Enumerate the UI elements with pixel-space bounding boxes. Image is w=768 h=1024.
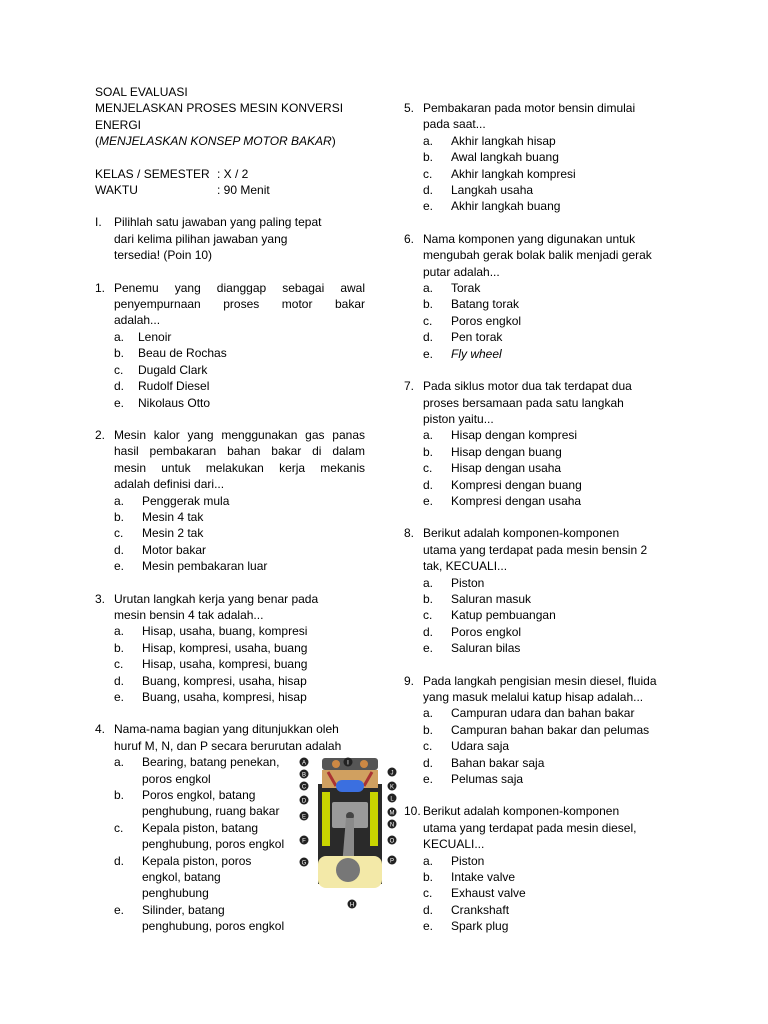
- option-b[interactable]: b. Poros engkol, batang penghubung, ruang bakar: [114, 788, 280, 819]
- figure-label-e: [300, 812, 309, 821]
- figure-label-i: [344, 758, 353, 767]
- option-a[interactable]: a. Campuran udara dan bahan bakar: [423, 706, 635, 721]
- title-line-1: SOAL EVALUASI: [95, 85, 188, 99]
- svg-text:B: B: [301, 772, 307, 779]
- svg-text:L: L: [390, 796, 394, 803]
- option-c[interactable]: c. Poros engkol: [423, 313, 522, 328]
- option-b[interactable]: b. Beau de Rochas: [114, 346, 227, 361]
- option-d[interactable]: d. Motor bakar: [114, 542, 207, 557]
- svg-text:O: O: [389, 838, 395, 845]
- svg-text:I: I: [347, 760, 349, 767]
- option-e[interactable]: e. Fly wheel: [423, 346, 502, 361]
- option-d[interactable]: d. Pen torak: [423, 330, 503, 345]
- option-b[interactable]: b. Mesin 4 tak: [114, 509, 204, 524]
- option-d[interactable]: d. Crankshaft: [423, 902, 510, 917]
- option-e[interactable]: e. Buang, usaha, kompresi, hisap: [114, 690, 307, 704]
- option-a[interactable]: a. Piston: [423, 575, 485, 590]
- figure-label-h: [348, 900, 357, 909]
- title-line-2: MENJELASKAN PROSES MESIN KONVERSI: [95, 101, 344, 116]
- cylinder-wall-right: [370, 792, 378, 846]
- question-10: 10. Berikut adalah komponen-komponen utama yang terdapat pada mesin diesel, KECUALI... a. Piston b. Intake valve c. Exhaust valve d. Crankshaft e. Spark plug: [404, 803, 676, 934]
- option-c[interactable]: c. Dugald Clark: [114, 362, 208, 377]
- question-1: 1. Penemu yang dianggap sebagai awal penyempurnaan proses motor bakar adalah... a. Lenoir b. Beau de Rochas c. Dugald Clark d. Rudolf Diesel e. Nikolaus Otto: [95, 280, 365, 410]
- option-d[interactable]: d. Poros engkol: [423, 624, 522, 639]
- camshaft-lobe-left: [332, 760, 340, 768]
- option-b[interactable]: b. Awal langkah buang: [423, 150, 559, 165]
- option-d[interactable]: d. Langkah usaha: [423, 183, 534, 198]
- option-d[interactable]: d. Rudolf Diesel: [114, 379, 210, 394]
- option-d[interactable]: d. Buang, kompresi, usaha, hisap: [114, 673, 307, 688]
- figure-label-c: [300, 782, 309, 791]
- option-e[interactable]: e. Pelumas saja: [423, 772, 524, 787]
- option-c[interactable]: c. Katup pembuangan: [423, 608, 556, 623]
- figure-label-a: [300, 758, 309, 767]
- svg-text:G: G: [301, 860, 307, 867]
- option-a[interactable]: a. Lenoir: [114, 329, 172, 344]
- option-c[interactable]: c. Mesin 2 tak: [114, 526, 204, 541]
- figure-label-f: [300, 836, 309, 845]
- right-column: [404, 100, 676, 935]
- crankshaft: [336, 858, 360, 882]
- option-e[interactable]: e. Silinder, batang penghubung, poros engkol: [114, 902, 285, 934]
- svg-text:E: E: [301, 814, 307, 821]
- option-a[interactable]: a. Akhir langkah hisap: [423, 133, 556, 148]
- option-b[interactable]: b. Hisap dengan buang: [423, 444, 562, 459]
- camshaft-lobe-right: [360, 760, 368, 768]
- section-instruction: I. Pilihlah satu jawaban yang paling tepat dari kelima pilihan jawaban yang tersedia! (Poin 10): [95, 215, 322, 263]
- option-a[interactable]: a. Hisap, usaha, buang, kompresi: [114, 624, 308, 639]
- option-d[interactable]: d. Kompresi dengan buang: [423, 477, 582, 492]
- option-c[interactable]: c. Hisap, usaha, kompresi, buang: [114, 657, 308, 672]
- figure-label-o: [388, 836, 397, 845]
- figure-label-k: [388, 782, 397, 791]
- question-9: 9. Pada langkah pengisian mesin diesel, fluida yang masuk melalui katup hisap adalah... a. Campuran udara dan bahan bakar b. Campuran bahan bakar dan pelumas c. Udara saja d. Bahan bakar saja e. Pelumas saja: [404, 673, 676, 788]
- svg-text:A: A: [301, 760, 307, 767]
- svg-text:M: M: [389, 810, 395, 817]
- option-e[interactable]: e. Mesin pembakaran luar: [114, 559, 268, 574]
- svg-text:J: J: [390, 770, 394, 777]
- option-b[interactable]: b. Hisap, kompresi, usaha, buang: [114, 640, 308, 655]
- option-c[interactable]: c. Hisap dengan usaha: [423, 461, 562, 476]
- title-line-3: ENERGI: [95, 117, 142, 132]
- option-a[interactable]: a. Torak: [423, 281, 481, 296]
- option-e[interactable]: e. Kompresi dengan usaha: [423, 493, 582, 508]
- option-c[interactable]: c. Exhaust valve: [423, 886, 526, 901]
- option-c[interactable]: c. Kepala piston, batang penghubung, poros engkol: [114, 820, 285, 852]
- figure-label-g: [300, 858, 309, 867]
- option-d[interactable]: d. Bahan bakar saja: [423, 755, 545, 770]
- waktu-row: WAKTU : 90 Menit: [95, 183, 270, 198]
- option-b[interactable]: b. Batang torak: [423, 297, 520, 312]
- engine-diagram: [292, 756, 404, 914]
- question-6: 6. Nama komponen yang digunakan untuk mengubah gerak bolak balik menjadi gerak putar adalah... a. Torak b. Batang torak c. Poros engkol d. Pen torak e. Fly wheel: [404, 231, 676, 362]
- figure-label-m: [388, 808, 397, 817]
- question-2: 2. Mesin kalor yang menggunakan gas panas hasil pembakaran bahan bakar di dalam mesin untuk melakukan kerja mekanis adalah definisi dari... a. Penggerak mula b. Mesin 4 tak c. Mesin 2 tak d. Motor bakar e. Mesin pembakaran luar: [95, 427, 365, 574]
- option-a[interactable]: a. Bearing, batang penekan, poros engkol: [114, 755, 280, 786]
- question-4: 4. Nama-nama bagian yang ditunjukkan oleh huruf M, N, dan P secara berurutan adalah a. Bearing, batang penekan, poros engkol b. Poros engkol, batang penghubung, ruang bakar c. Kepala piston, batang penghubung, poros engkol d. Kepala piston, poros engkol, batang penghubung e. Silinder, batang penghubung, poros engkol: [95, 721, 365, 934]
- option-a[interactable]: a. Piston: [423, 853, 485, 868]
- svg-text:H: H: [349, 902, 355, 909]
- figure-label-l: [388, 794, 397, 803]
- svg-text:N: N: [389, 822, 395, 829]
- option-e[interactable]: e. Akhir langkah buang: [423, 199, 561, 214]
- svg-text:F: F: [302, 838, 306, 845]
- combustion-chamber: [336, 780, 364, 792]
- question-8: 8. Berikut adalah komponen-komponen utama yang terdapat pada mesin bensin 2 tak, KECUALI... a. Piston b. Saluran masuk c. Katup pembuangan d. Poros engkol e. Saluran bilas: [404, 525, 676, 656]
- figure-label-j: [388, 768, 397, 777]
- option-b[interactable]: b. Campuran bahan bakar dan pelumas: [423, 722, 650, 737]
- cylinder-wall-left: [322, 792, 330, 846]
- svg-text:K: K: [389, 784, 395, 791]
- svg-text:C: C: [301, 784, 307, 791]
- option-d[interactable]: d. Kepala piston, poros engkol, batang penghubung: [114, 853, 252, 901]
- figure-label-p: [388, 856, 397, 865]
- option-e[interactable]: e. Nikolaus Otto: [114, 395, 211, 410]
- option-e[interactable]: e. Saluran bilas: [423, 641, 521, 656]
- option-a[interactable]: a. Hisap dengan kompresi: [423, 428, 578, 443]
- kelas-row: KELAS / SEMESTER : X / 2: [95, 166, 249, 181]
- question-7: 7. Pada siklus motor dua tak terdapat dua proses bersamaan pada satu langkah piston yaitu... a. Hisap dengan kompresi b. Hisap dengan buang c. Hisap dengan usaha d. Kompresi dengan buang e. Kompresi dengan usaha: [404, 378, 676, 509]
- figure-label-d: [300, 796, 309, 805]
- svg-text:P: P: [389, 858, 395, 865]
- svg-text:D: D: [301, 798, 307, 805]
- option-a[interactable]: a. Penggerak mula: [114, 493, 230, 508]
- figure-label-b: [300, 770, 309, 779]
- option-b[interactable]: b. Saluran masuk: [423, 591, 532, 606]
- subtitle: (MENJELASKAN KONSEP MOTOR BAKAR): [95, 134, 336, 149]
- option-c[interactable]: c. Akhir langkah kompresi: [423, 166, 576, 181]
- option-b[interactable]: b. Intake valve: [423, 870, 516, 885]
- question-5: 5. Pembakaran pada motor bensin dimulai pada saat... a. Akhir langkah hisap b. Awal langkah buang c. Akhir langkah kompresi d. Langkah usaha e. Akhir langkah buang: [404, 100, 676, 215]
- question-3: 3. Urutan langkah kerja yang benar pada mesin bensin 4 tak adalah... a. Hisap, usaha, buang, kompresi b. Hisap, kompresi, usaha, buang c. Hisap, usaha, kompresi, buang d. Buang, kompresi, usaha, hisap e. Buang, usaha, kompresi, hisap: [95, 591, 365, 706]
- figure-label-n: [388, 820, 397, 829]
- option-c[interactable]: c. Udara saja: [423, 739, 510, 754]
- option-e[interactable]: e. Spark plug: [423, 919, 509, 934]
